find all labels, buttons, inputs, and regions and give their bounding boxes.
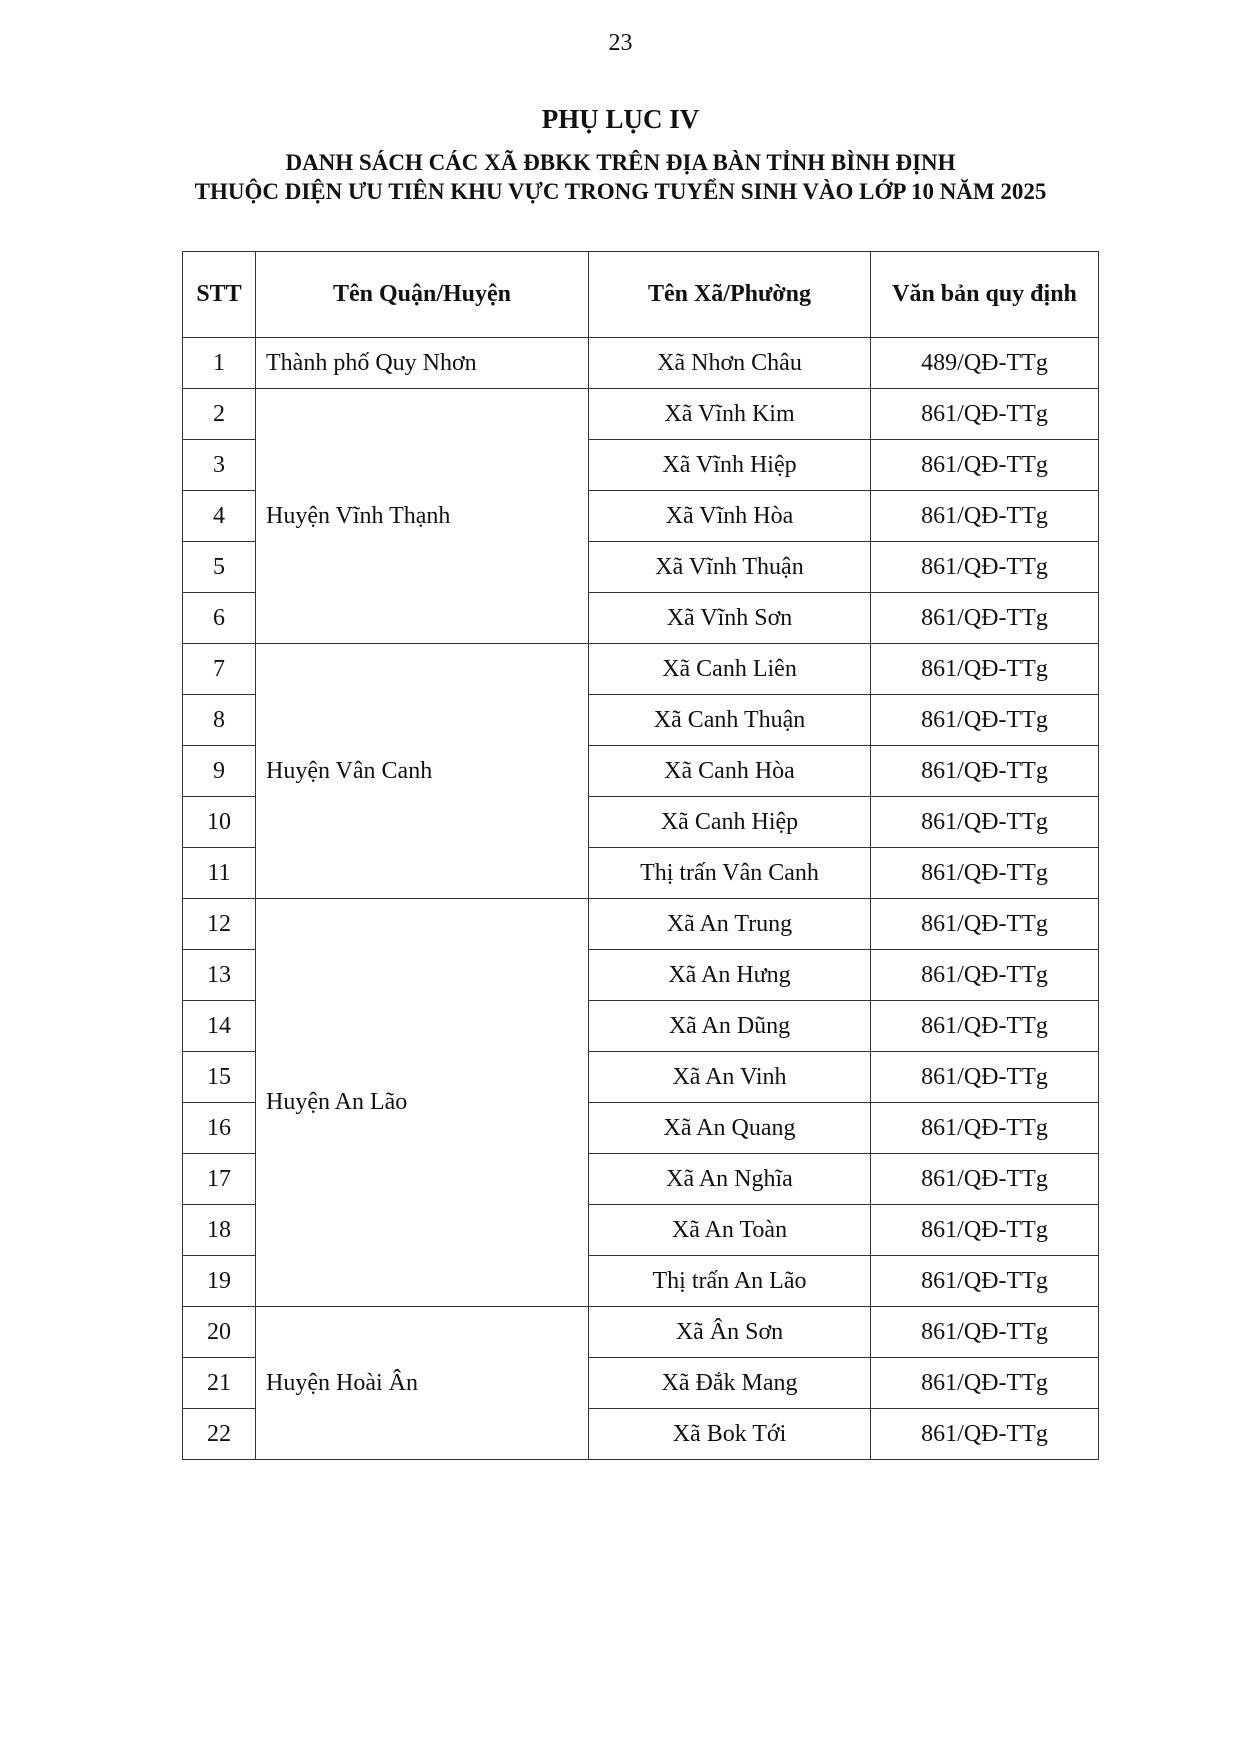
row-stt: 10 (183, 797, 256, 848)
commune-name: Xã Bok Tới (589, 1409, 871, 1460)
row-stt: 1 (183, 338, 256, 389)
row-stt: 7 (183, 644, 256, 695)
commune-name: Xã Đắk Mang (589, 1358, 871, 1409)
row-stt: 17 (183, 1154, 256, 1205)
commune-name: Thị trấn Vân Canh (589, 848, 871, 899)
row-stt: 21 (183, 1358, 256, 1409)
table-row (183, 899, 1099, 950)
commune-name: Xã An Dũng (589, 1001, 871, 1052)
document-subtitle-line-2: THUỘC DIỆN ƯU TIÊN KHU VỰC TRONG TUYỂN SINH VÀO LỚP 10 NĂM 2025 (194, 179, 1047, 204)
regulation-document: 861/QĐ-TTg (871, 1256, 1099, 1307)
row-stt: 5 (183, 542, 256, 593)
regulation-document: 861/QĐ-TTg (871, 1052, 1099, 1103)
regulation-document: 861/QĐ-TTg (871, 746, 1099, 797)
regulation-document: 861/QĐ-TTg (871, 1409, 1099, 1460)
table-row (183, 338, 1099, 389)
header-document: Văn bản quy định (871, 252, 1099, 338)
row-stt: 13 (183, 950, 256, 1001)
commune-name: Xã An Vinh (589, 1052, 871, 1103)
commune-name: Xã Vĩnh Thuận (589, 542, 871, 593)
row-stt: 2 (183, 389, 256, 440)
commune-name: Xã An Trung (589, 899, 871, 950)
commune-name: Xã Ân Sơn (589, 1307, 871, 1358)
row-stt: 19 (183, 1256, 256, 1307)
commune-name: Xã Vĩnh Kim (589, 389, 871, 440)
table-header-row (183, 252, 1099, 338)
district-name: Huyện An Lão (256, 899, 589, 1307)
commune-name: Xã Canh Thuận (589, 695, 871, 746)
row-stt: 8 (183, 695, 256, 746)
row-stt: 16 (183, 1103, 256, 1154)
commune-name: Xã Vĩnh Sơn (589, 593, 871, 644)
regulation-document: 861/QĐ-TTg (871, 1358, 1099, 1409)
commune-name: Xã Canh Liên (589, 644, 871, 695)
district-name: Huyện Vĩnh Thạnh (256, 389, 589, 644)
regulation-document: 861/QĐ-TTg (871, 848, 1099, 899)
header-district: Tên Quận/Huyện (256, 252, 589, 338)
district-name: Huyện Hoài Ân (256, 1307, 589, 1460)
page-number: 23 (608, 30, 633, 56)
row-stt: 18 (183, 1205, 256, 1256)
regulation-document: 861/QĐ-TTg (871, 1307, 1099, 1358)
regulation-document: 861/QĐ-TTg (871, 950, 1099, 1001)
table-row (183, 1307, 1099, 1358)
row-stt: 11 (183, 848, 256, 899)
commune-name: Xã Canh Hòa (589, 746, 871, 797)
commune-name: Xã Vĩnh Hiệp (589, 440, 871, 491)
commune-name: Xã An Hưng (589, 950, 871, 1001)
regulation-document: 861/QĐ-TTg (871, 1154, 1099, 1205)
regulation-document: 861/QĐ-TTg (871, 1001, 1099, 1052)
regulation-document: 861/QĐ-TTg (871, 542, 1099, 593)
row-stt: 9 (183, 746, 256, 797)
commune-name: Xã An Nghĩa (589, 1154, 871, 1205)
regulation-document: 861/QĐ-TTg (871, 1205, 1099, 1256)
commune-name: Xã Canh Hiệp (589, 797, 871, 848)
row-stt: 22 (183, 1409, 256, 1460)
regulation-document: 861/QĐ-TTg (871, 1103, 1099, 1154)
header-commune: Tên Xã/Phường (589, 252, 871, 338)
regulation-document: 861/QĐ-TTg (871, 797, 1099, 848)
table-row (183, 389, 1099, 440)
commune-list-table (182, 251, 1099, 1460)
regulation-document: 861/QĐ-TTg (871, 389, 1099, 440)
document-subtitle-line-1: DANH SÁCH CÁC XÃ ĐBKK TRÊN ĐỊA BÀN TỈNH BÌNH ĐỊNH (285, 150, 956, 175)
row-stt: 12 (183, 899, 256, 950)
regulation-document: 861/QĐ-TTg (871, 695, 1099, 746)
regulation-document: 489/QĐ-TTg (871, 338, 1099, 389)
regulation-document: 861/QĐ-TTg (871, 491, 1099, 542)
commune-name: Xã An Toàn (589, 1205, 871, 1256)
commune-name: Xã Vĩnh Hòa (589, 491, 871, 542)
table-body (183, 338, 1099, 1460)
commune-name: Xã An Quang (589, 1103, 871, 1154)
appendix-title: PHỤ LỤC IV (541, 104, 700, 134)
row-stt: 6 (183, 593, 256, 644)
commune-name: Xã Nhơn Châu (589, 338, 871, 389)
district-name: Thành phố Quy Nhơn (256, 338, 589, 389)
regulation-document: 861/QĐ-TTg (871, 440, 1099, 491)
row-stt: 20 (183, 1307, 256, 1358)
regulation-document: 861/QĐ-TTg (871, 899, 1099, 950)
row-stt: 4 (183, 491, 256, 542)
row-stt: 3 (183, 440, 256, 491)
row-stt: 15 (183, 1052, 256, 1103)
regulation-document: 861/QĐ-TTg (871, 593, 1099, 644)
district-name: Huyện Vân Canh (256, 644, 589, 899)
row-stt: 14 (183, 1001, 256, 1052)
commune-name: Thị trấn An Lão (589, 1256, 871, 1307)
table-row (183, 644, 1099, 695)
header-stt: STT (183, 252, 256, 338)
regulation-document: 861/QĐ-TTg (871, 644, 1099, 695)
